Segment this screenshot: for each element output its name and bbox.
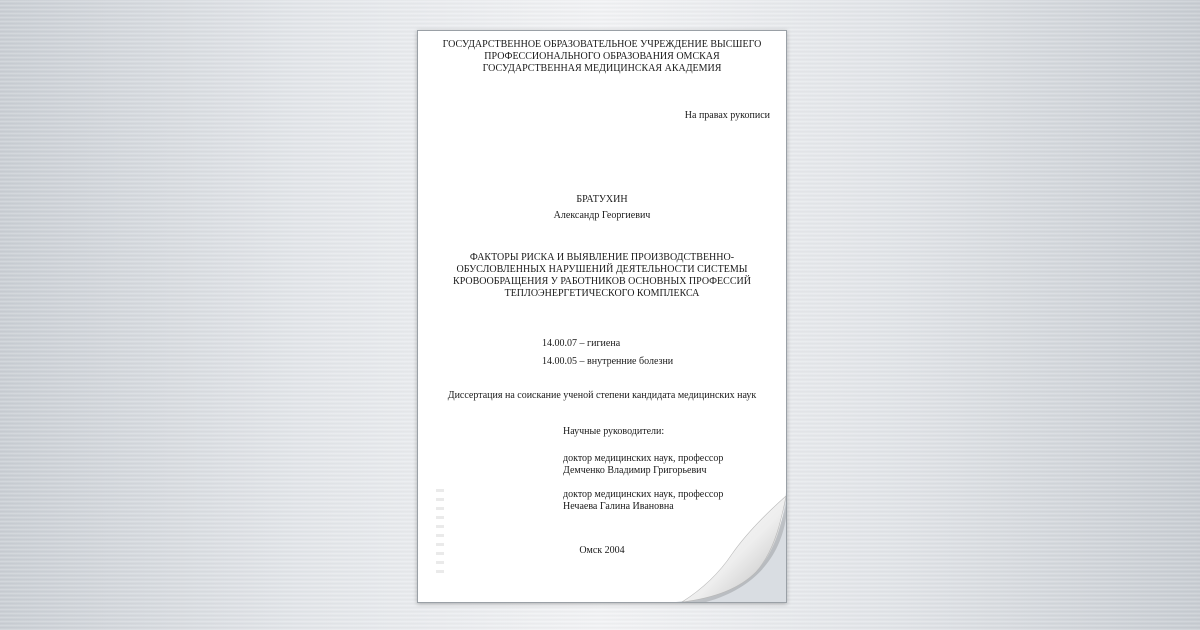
institution-line-2: ПРОФЕССИОНАЛЬНОГО ОБРАЗОВАНИЯ ОМСКАЯ (484, 51, 720, 62)
title-line-2: ОБУСЛОВЛЕННЫХ НАРУШЕНИЙ ДЕЯТЕЛЬНОСТИ СИСТЕМЫ (456, 264, 748, 275)
supervisors-heading: Научные руководители: (563, 426, 665, 437)
author-surname: БРАТУХИН (576, 194, 628, 205)
manuscript-note: На правах рукописи (684, 110, 770, 121)
title-line-4: ТЕПЛОЭНЕРГЕТИЧЕСКОГО КОМПЛЕКСА (504, 288, 700, 299)
title-line-1: ФАКТОРЫ РИСКА И ВЫЯВЛЕНИЕ ПРОИЗВОДСТВЕННО- (469, 252, 735, 263)
supervisor-1-name: Демченко Владимир Григорьевич (563, 465, 707, 476)
supervisor-1-degree: доктор медицинских наук, профессор (563, 453, 724, 464)
page-curl-icon (676, 492, 786, 602)
supervisor-2-degree: доктор медицинских наук, профессор (563, 489, 724, 500)
title-line-3: КРОВООБРАЩЕНИЯ У РАБОТНИКОВ ОСНОВНЫХ ПРОФЕССИЙ (453, 276, 751, 287)
institution-line-3: ГОСУДАРСТВЕННАЯ МЕДИЦИНСКАЯ АКАДЕМИЯ (482, 63, 722, 74)
specialty-2: 14.00.05 – внутренние болезни (542, 356, 674, 367)
institution-line-1: ГОСУДАРСТВЕННОЕ ОБРАЗОВАТЕЛЬНОЕ УЧРЕЖДЕНИЕ ВЫСШЕГО (442, 39, 762, 50)
dissertation-line: Диссертация на соискание ученой степени кандидата медицинских наук (447, 390, 757, 401)
scan-edge-marks (436, 489, 444, 579)
author-name: Александр Георгиевич (553, 210, 651, 221)
document-page (417, 30, 787, 603)
specialty-1: 14.00.07 – гигиена (542, 338, 621, 349)
supervisor-2-name: Нечаева Галина Ивановна (563, 501, 674, 512)
city-year: Омск 2004 (579, 545, 625, 556)
